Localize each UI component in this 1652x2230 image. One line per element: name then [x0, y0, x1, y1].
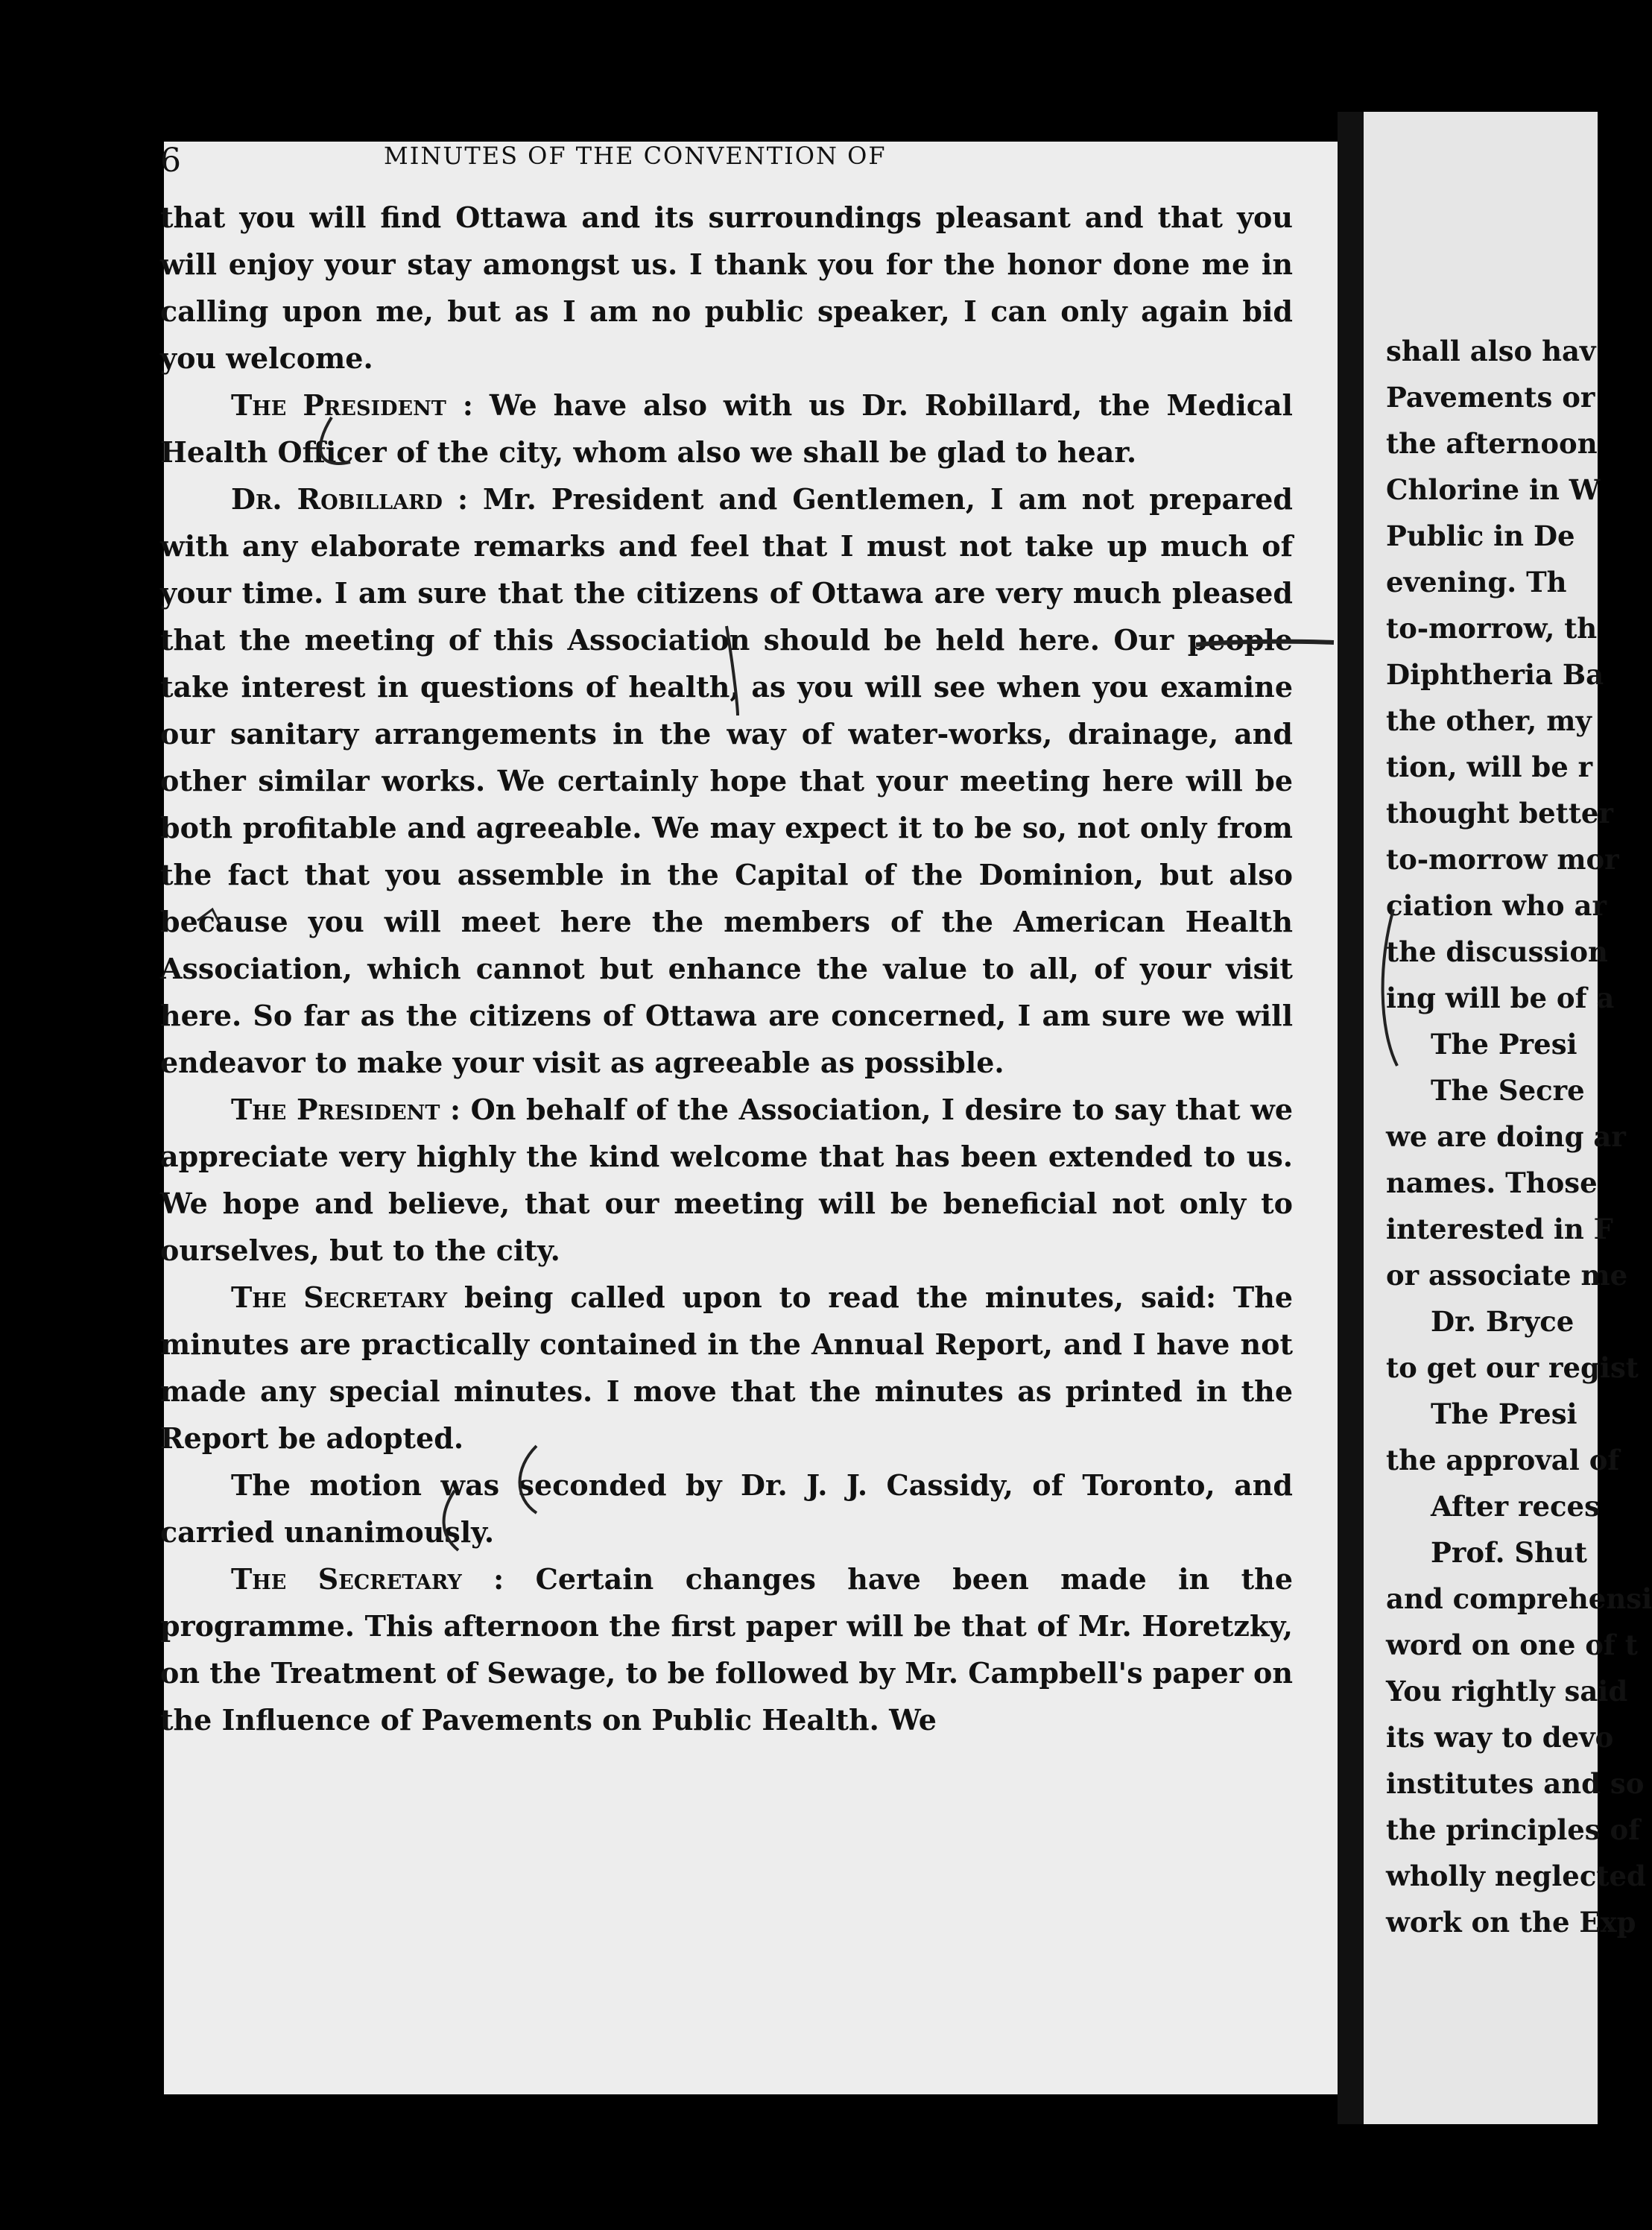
right-page-line: Public in De — [1386, 519, 1575, 552]
right-page-line: and comprehensi — [1386, 1582, 1652, 1615]
paragraph-text: being called upon to read the minutes, said: The minutes are practically contained in the Annual Report, and I have not made any special minutes. I move that the minutes as printed in the Report be adopted. — [160, 1280, 1293, 1455]
speaker-label: The President : — [231, 388, 473, 422]
right-page-line: The Presi — [1431, 1397, 1577, 1430]
right-page-line: to-morrow, th — [1386, 612, 1598, 645]
right-page-line: Chlorine in W — [1386, 473, 1601, 506]
paragraph-text: Certain changes have been made in the programme. This afternoon the first paper will be that of Mr. Horetzky, on the Treatment of Sewage, to be followed by Mr. Campbell's paper on the Influence of Pavements on Public Health. We — [160, 1562, 1293, 1737]
right-page-line: Diphtheria Ba — [1386, 658, 1604, 691]
speaker-label: The Secretary — [231, 1280, 448, 1314]
speaker-label: The Secretary : — [231, 1562, 504, 1596]
right-page-line: Pavements or — [1386, 381, 1595, 414]
paragraph-text: Mr. President and Gentlemen, I am not prepared with any elaborate remarks and feel that I must not take up much of your time. I am sure that the citizens of Ottawa are very much pleased that the meeting of this Association should be held here. Our people take interest in questions of health, as you will see when you examine our sanitary arrangements in the way of water-works, drainage, and other similar works. We certainly hope that your meeting here will be both profitable and agreeable. We may expect it to be so, not only from the fact that you assemble in the Capital of the Dominion, but also because you will meet here the members of the American Health Association, which cannot but enhance the value to all, of your visit here. So far as the citizens of Ottawa are concerned, I am sure we will endeavor to make your visit as agreeable as possible. — [160, 482, 1293, 1079]
speaker-label: The President : — [231, 1093, 461, 1126]
paragraph-text: On behalf of the Association, I desire to say that we appreciate very highly the kind welcome that has been extended to us. We hope and believe, that our meeting will be beneficial not only to ourselves, but to the city. — [160, 1093, 1293, 1267]
right-page-line: work on the Exp — [1386, 1906, 1636, 1939]
right-page-line: we are doing ar — [1386, 1120, 1626, 1153]
right-page-line: Dr. Bryce — [1431, 1305, 1575, 1338]
right-page-line: the approval of — [1386, 1444, 1620, 1476]
right-page-line: The Presi — [1431, 1028, 1577, 1061]
right-page-line: tion, will be r — [1386, 751, 1593, 783]
right-page-line: the principles of — [1386, 1813, 1641, 1846]
right-page-line: shall also hav — [1386, 335, 1596, 367]
right-page-line: the discussion — [1386, 935, 1608, 968]
right-page-line: ciation who ar — [1386, 889, 1607, 922]
paragraph-text: The motion was seconded by Dr. J. J. Cassidy, of Toronto, and carried unanimously. — [160, 1468, 1293, 1549]
right-page-line: thought better — [1386, 797, 1613, 830]
right-page-line: or associate me — [1386, 1259, 1628, 1292]
right-page-line: to-morrow mor — [1386, 843, 1619, 876]
right-page-line: its way to devo — [1386, 1721, 1614, 1754]
right-page-line: You rightly said — [1386, 1675, 1628, 1708]
right-page-line: the other, my — [1386, 704, 1592, 737]
right-page-line: interested in F — [1386, 1213, 1613, 1245]
right-page-line: word on one of t — [1386, 1629, 1638, 1661]
paragraph-text: We have also with us Dr. Robillard, the Medical Health Officer of the city, whom also we shall be glad to hear. — [160, 388, 1293, 469]
right-page-line: Prof. Shut — [1431, 1536, 1587, 1569]
right-page-line: wholly neglected — [1386, 1860, 1646, 1892]
running-head: MINUTES OF THE CONVENTION OF — [384, 142, 887, 170]
right-page-line: evening. Th — [1386, 566, 1567, 598]
right-page-line: The Secre — [1431, 1074, 1585, 1107]
right-page-line: ing will be of a — [1386, 982, 1615, 1014]
right-page-line: to get our regist — [1386, 1351, 1639, 1384]
right-page-line: names. Those — [1386, 1166, 1598, 1199]
speaker-label: Dr. Robillard : — [231, 482, 469, 516]
right-page-line: institutes and so — [1386, 1767, 1645, 1800]
right-page-line: After reces — [1431, 1490, 1600, 1523]
paragraph-text: that you will find Ottawa and its surroundings pleasant and that you will enjoy your stay amongst us. I thank you for the honor done me in calling upon me, but as I am no public speaker, I can only again bid you welcome. — [160, 200, 1293, 375]
right-page-line: the afternoon — [1386, 427, 1598, 460]
page-number: 6 — [160, 142, 182, 180]
